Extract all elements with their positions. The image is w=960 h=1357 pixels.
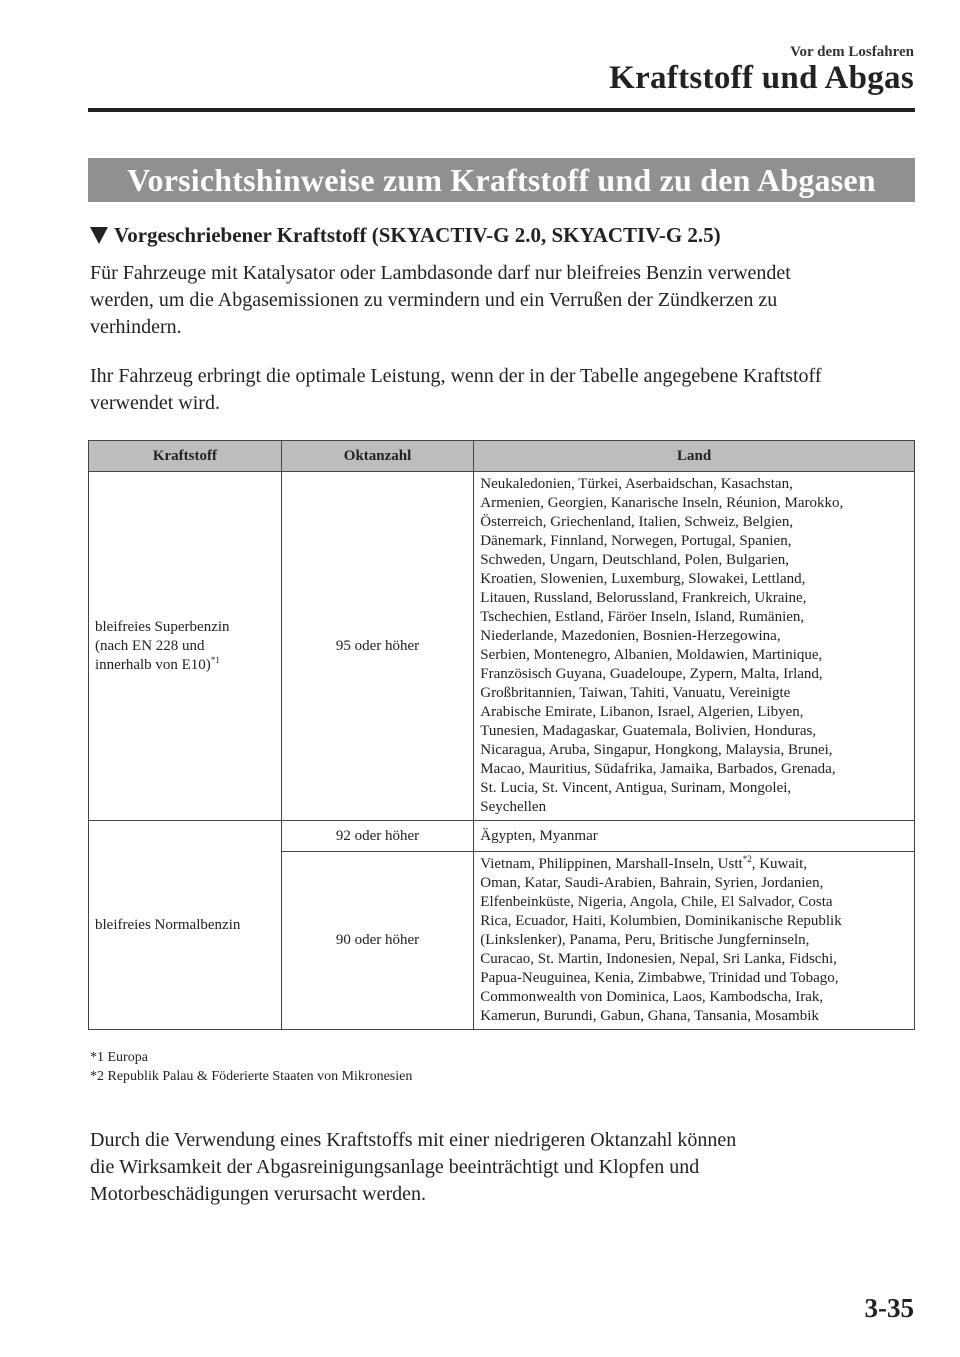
countries-92: Ägypten, Myanmar (474, 821, 915, 852)
para-line: Motorbeschädigungen verursacht werden. (90, 1183, 426, 1205)
country-line-text: , Kuwait, (751, 856, 808, 872)
country-line: Österreich, Griechenland, Italien, Schweiz, Belgien, (480, 514, 794, 530)
para-line: werden, um die Abgasemissionen zu vermindern und ein Verrußen der Zündkerzen zu (90, 289, 778, 311)
country-line: Arabische Emirate, Libanon, Israel, Algerien, Libyen, (480, 704, 804, 720)
section-title: Vor dem Losfahren (790, 44, 914, 60)
country-line: Schweden, Ungarn, Deutschland, Polen, Bulgarien, (480, 552, 789, 568)
header-country: Land (474, 441, 915, 472)
country-line: (Linkslenker), Panama, Peru, Britische Jungferninseln, (480, 932, 810, 948)
country-line: Elfenbeinküste, Nigeria, Angola, Chile, El Salvador, Costa (480, 894, 833, 910)
country-line: Armenien, Georgien, Kanarische Inseln, Réunion, Marokko, (480, 495, 844, 511)
para-line: Für Fahrzeuge mit Katalysator oder Lambdasonde darf nur bleifreies Benzin verwendet (90, 262, 791, 284)
para-line: verwendet wird. (90, 392, 220, 414)
country-line-text: Vietnam, Philippinen, Marshall-Inseln, Ustt (480, 856, 743, 872)
table-header-row (89, 441, 915, 472)
country-line: Neukaledonien, Türkei, Aserbaidschan, Kasachstan, (480, 476, 793, 492)
country-line (480, 855, 908, 874)
fuel-line: bleifreies Superbenzin (95, 618, 230, 635)
footnote-ref: *1 (210, 654, 220, 665)
country-line: Kamerun, Burundi, Gabun, Ghana, Tansania, Mosambik (480, 1008, 819, 1024)
chapter-title: Kraftstoff und Abgas (609, 60, 914, 96)
countries-90 (474, 852, 915, 1030)
country-line: Dänemark, Finnland, Norwegen, Portugal, Spanien, (480, 533, 792, 549)
page-number: 3-35 (864, 1293, 914, 1323)
header-octane: Oktanzahl (281, 441, 473, 472)
fuel-normal: bleifreies Normalbenzin (89, 821, 282, 1030)
footnotes (90, 1048, 412, 1086)
country-line: Curacao, St. Martin, Indonesien, Nepal, Sri Lanka, Fidschi, (480, 951, 837, 967)
country-line: Macao, Mauritius, Südafrika, Jamaika, Barbados, Grenada, (480, 761, 836, 777)
countries-super (474, 472, 915, 821)
fuel-line-text: innerhalb von E10) (95, 656, 211, 673)
octane-95: 95 oder höher (281, 472, 473, 821)
country-line: Litauen, Russland, Belorussland, Frankreich, Ukraine, (480, 590, 807, 606)
country-line: Nicaragua, Aruba, Singapur, Hongkong, Malaysia, Brunei, (480, 742, 833, 758)
para-line: verhindern. (90, 316, 182, 338)
country-line: Commonwealth von Dominica, Laos, Kambodscha, Irak, (480, 989, 824, 1005)
country-line: Papua-Neuguinea, Kenia, Zimbabwe, Trinidad und Tobago, (480, 970, 839, 986)
para-line: die Wirksamkeit der Abgasreinigungsanlage beeinträchtigt und Klopfen und (90, 1156, 700, 1178)
triangle-down-icon (90, 227, 108, 244)
octane-90: 90 oder höher (281, 852, 473, 1030)
fuel-table (88, 440, 915, 1030)
intro-paragraph (90, 260, 916, 341)
para-line: Durch die Verwendung eines Kraftstoffs mit einer niedrigeren Oktanzahl können (90, 1129, 737, 1151)
header-fuel: Kraftstoff (89, 441, 282, 472)
header-rule (88, 108, 915, 112)
country-line: Großbritannien, Taiwan, Tahiti, Vanuatu, Vereinigte (480, 685, 791, 701)
footnote: *2 Republik Palau & Föderierte Staaten von Mikronesien (90, 1069, 413, 1084)
footnote-ref: *2 (742, 854, 752, 864)
country-line: Oman, Katar, Saudi-Arabien, Bahrain, Syrien, Jordanien, (480, 875, 824, 891)
country-line: Seychellen (480, 799, 547, 815)
para-line: Ihr Fahrzeug erbringt die optimale Leistung, wenn der in der Tabelle angegebene Kraftstoff (90, 365, 822, 387)
fuel-super (89, 472, 282, 821)
table-row (89, 472, 915, 821)
subheading-text: Vorgeschriebener Kraftstoff (SKYACTIV-G 2.0, SKYACTIV-G 2.5) (114, 223, 721, 247)
country-line: Kroatien, Slowenien, Luxemburg, Slowakei, Lettland, (480, 571, 806, 587)
country-line: Serbien, Montenegro, Albanien, Moldawien, Martinique, (480, 647, 823, 663)
country-line: Französisch Guyana, Guadeloupe, Zypern, Malta, Irland, (480, 666, 823, 682)
country-line: Niederlande, Mazedonien, Bosnien-Herzegowina, (480, 628, 781, 644)
fuel-line: (nach EN 228 und (95, 637, 205, 654)
section-banner: Vorsichtshinweise zum Kraftstoff und zu den Abgasen (88, 158, 915, 202)
footnote: *1 Europa (90, 1050, 148, 1065)
performance-paragraph (90, 363, 916, 417)
table-row (89, 821, 915, 852)
fuel-line (95, 656, 275, 675)
country-line: St. Lucia, St. Vincent, Antigua, Surinam, Mongolei, (480, 780, 792, 796)
country-line: Tschechien, Estland, Färöer Inseln, Island, Rumänien, (480, 609, 805, 625)
country-line: Rica, Ecuador, Haiti, Kolumbien, Dominikanische Republik (480, 913, 842, 929)
warning-paragraph (90, 1127, 916, 1208)
octane-92: 92 oder höher (281, 821, 473, 852)
subheading (90, 223, 721, 248)
country-line: Tunesien, Madagaskar, Guatemala, Bolivien, Honduras, (480, 723, 817, 739)
